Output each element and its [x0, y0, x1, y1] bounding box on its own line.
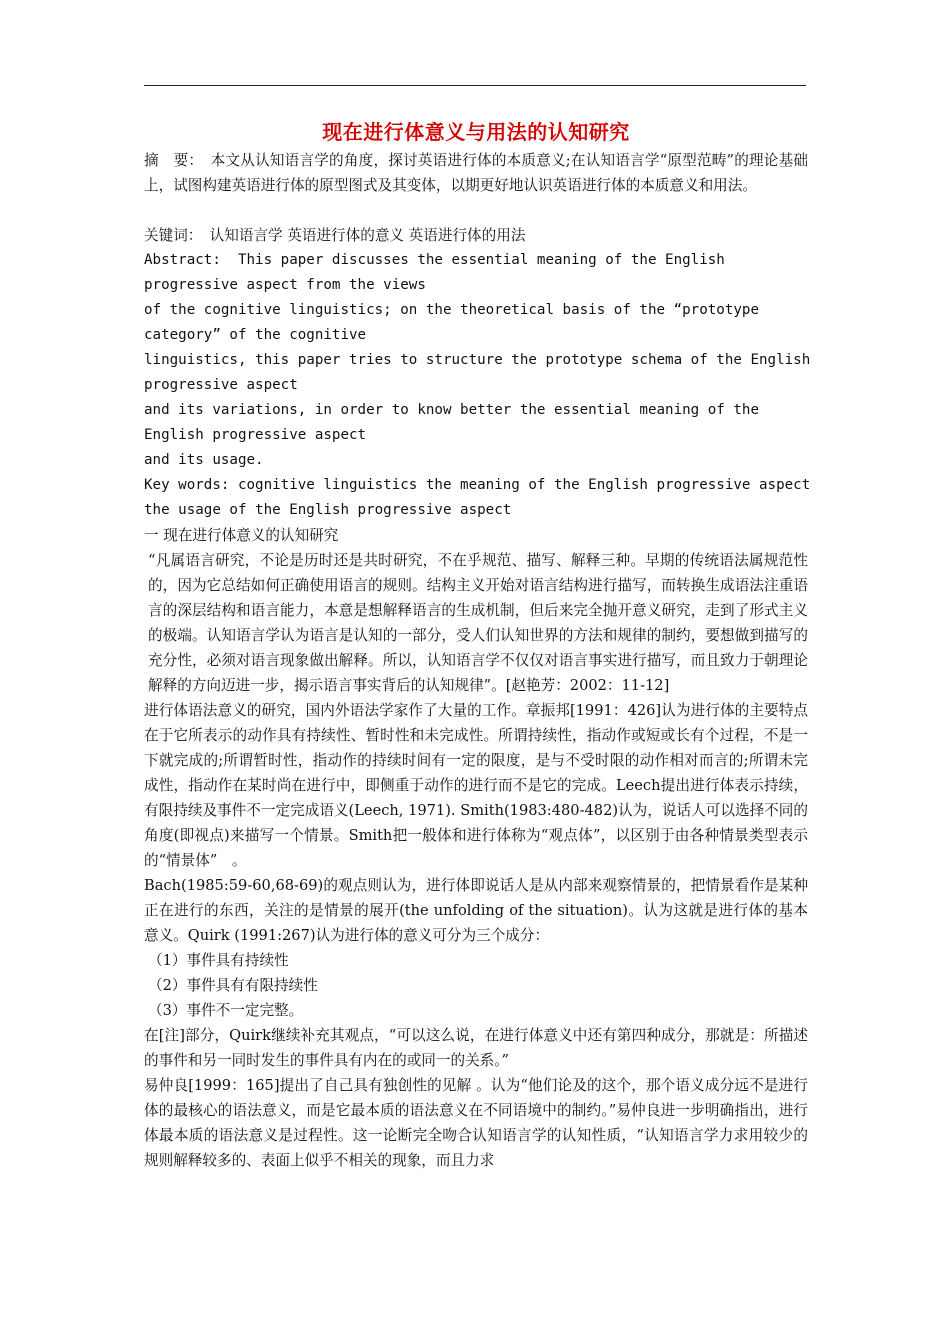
- paragraph: 进行体语法意义的研究，国内外语法学家作了大量的工作。章振邦[1991：426]认为进行体的主要特点在于它所表示的动作具有持续性、暂时性和未完成性。所谓持续性，指动作或短或长有个过程，不是一下就完成的;所谓暂时性，指动作的持续时间有一定的限度，是与不受时限的动作相对而言的;所谓未完成性，指动作在某时尚在进行中，即侧重于动作的进行而不是它的完成。Leech提出进行体表示持续，有限持续及事件不一定完成语义(Leech, 1971). Smith(1983:480-482)认为，说话人可以选择不同的角度(即视点)来描写一个情景。Smith把一般体和进行体称为“观点体”，以区别于由各种情景类型表示的“情景体” 。: [144, 702, 808, 869]
- abstract-en-line: English progressive aspect: [144, 427, 367, 443]
- list-item: （2）事件具有有限持续性: [148, 977, 318, 994]
- paragraph: “凡属语言研究，不论是历时还是共时研究，不在乎规范、描写、解释三种。早期的传统语法属规范性的，因为它总结如何正确使用语言的规则。结构主义开始对语言结构进行描写，而转换生成语法注重语言的深层结构和语言能力，本意是想解释语言的生成机制，但后来完全抛开意义研究，走到了形式主义的极端。认知语言学认为语言是认知的一部分，受人们认知世界的方法和规律的制约，要想做到描写的充分性，必须对语言现象做出解释。所以，认知语言学不仅仅对语言事实进行描写，而且致力于朝理论解释的方向迈进一步，揭示语言事实背后的认知规律”。[赵艳芳：2002：11-12]: [148, 552, 808, 694]
- abstract-en: [144, 248, 811, 523]
- document-body: [144, 118, 811, 1173]
- abstract-en-line: progressive aspect: [144, 377, 298, 393]
- abstract-en-line: and its variations, in order to know better the essential meaning of the: [144, 402, 759, 418]
- abstract-en-line: of the cognitive linguistics; on the theoretical basis of the “prototype: [144, 302, 759, 318]
- header-rule: [144, 85, 806, 86]
- abstract-zh: 摘 要： 本文从认知语言学的角度，探讨英语进行体的本质意义;在认知语言学“原型范畴”的理论基础上，试图构建英语进行体的原型图式及其变体，以期更好地认识英语进行体的本质意义和用法。: [144, 152, 808, 194]
- abstract-en-line: and its usage.: [144, 452, 264, 468]
- list-item: （3）事件不一定完整。: [148, 1002, 304, 1019]
- keywords-en-line: the usage of the English progressive aspect: [144, 502, 512, 518]
- keywords-en-line: Key words: cognitive linguistics the meaning of the English progressive aspect: [144, 477, 811, 493]
- spacer: [144, 198, 808, 223]
- abstract-en-line: Abstract: This paper discusses the essential meaning of the English: [144, 252, 725, 268]
- abstract-en-line: linguistics, this paper tries to structure the prototype schema of the English: [144, 352, 811, 368]
- paper-title: 现在进行体意义与用法的认知研究: [322, 120, 630, 144]
- abstract-en-line: category” of the cognitive: [144, 327, 367, 343]
- paragraph: 易仲良[1999：165]提出了自己具有独创性的见解 。认为“他们论及的这个，那个语义成分远不是进行体的最核心的语法意义，而是它最本质的语法意义在不同语境中的制约。”易仲良进一步明确指出，进行体最本质的语法意义是过程性。这一论断完全吻合认知语言学的认知性质，“认知语言学力求用较少的规则解释较多的、表面上似乎不相关的现象，而且力求: [144, 1077, 808, 1169]
- abstract-en-line: progressive aspect from the views: [144, 277, 426, 293]
- keywords-zh: 关键词： 认知语言学 英语进行体的意义 英语进行体的用法: [144, 227, 526, 244]
- paragraph: Bach(1985:59-60,68-69)的观点则认为，进行体即说话人是从内部来观察情景的，把情景看作是某种正在进行的东西，关注的是情景的展开(the unfolding of the situation)。认为这就是进行体的基本意义。Quirk (1991:267)认为进行体的意义可分为三个成分：: [144, 877, 808, 944]
- paragraph: 在[注]部分，Quirk继续补充其观点，“可以这么说，在进行体意义中还有第四种成分，那就是：所描述的事件和另一同时发生的事件具有内在的或同一的关系。”: [144, 1027, 808, 1069]
- list-item: （1）事件具有持续性: [148, 952, 289, 969]
- section-heading: 一 现在进行体意义的认知研究: [144, 527, 339, 544]
